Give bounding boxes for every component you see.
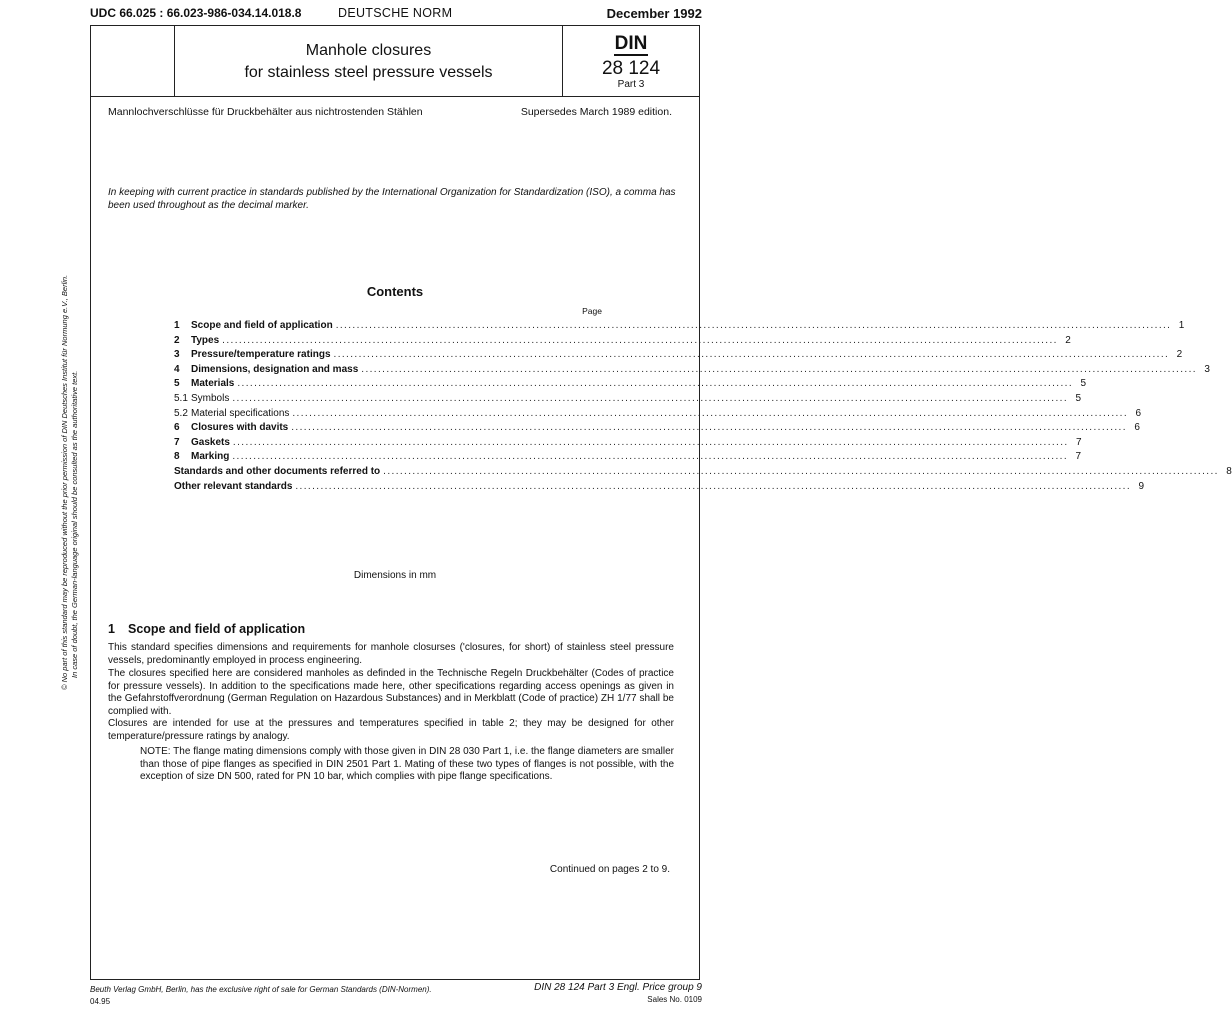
din-word: DIN <box>614 33 648 54</box>
toc-label: Gaskets <box>191 436 230 448</box>
toc-label: Other relevant standards <box>174 480 293 492</box>
decimal-marker-note: In keeping with current practice in standards published by the International Organization for Standardization (ISO), a comma has been used throughout as the decimal marker. <box>108 187 676 211</box>
toc-leader-dots: ........................................................................................................................................................................................................ <box>361 363 1197 375</box>
issue-date: December 1992 <box>606 6 702 21</box>
section-1-paragraph-2: The closures specified here are considered manholes as definded in the Technische Regeln Druckbehälter (Codes of practice for pressure vessels). In addition to the specifications made here, other specifications regarding access openings as given in the Gefahrstoffverordnung (German Regulation on Hazardous Substances) and in Merkblatt (Code of practice) ZH 1/77 shall be complied with. <box>108 668 674 718</box>
toc-label: Standards and other documents referred to <box>174 465 381 477</box>
german-title: Mannlochverschlüsse für Druckbehälter aus nichtrostenden Stählen <box>108 106 423 118</box>
copyright-line-1: © No part of this standard may be reproduced without the prior permission of DIN Deutsches Institut für Normung e.V., Berlin. <box>60 274 69 690</box>
toc-entry <box>174 436 1082 452</box>
toc-entry <box>174 363 1210 379</box>
toc-entry <box>174 451 1082 466</box>
toc-entry <box>174 407 1142 423</box>
toc-label: Symbols <box>191 392 230 404</box>
toc-leader-dots: ........................................................................................................................................................................................................ <box>333 349 1170 361</box>
title-divider-left <box>174 25 175 97</box>
sales-number: Sales No. 0109 <box>647 995 702 1004</box>
toc-page-number: 3 <box>1204 363 1210 375</box>
toc-page-number: 9 <box>1138 480 1145 492</box>
toc-entry <box>174 320 1185 335</box>
toc-leader-dots: ........................................................................................................................................................................................................ <box>292 407 1129 419</box>
continued-note: Continued on pages 2 to 9. <box>549 864 670 875</box>
toc-number: 2 <box>174 334 180 346</box>
toc-entry <box>174 378 1087 393</box>
toc-number: 5 <box>174 378 180 390</box>
toc-number: 7 <box>174 436 180 448</box>
toc-page-number: 5 <box>1080 378 1087 390</box>
publisher-note: Beuth Verlag GmbH, Berlin, has the exclusive right of sale for German Standards (DIN-Normen). <box>90 985 432 994</box>
toc-page-number: 1 <box>1178 320 1185 331</box>
table-of-contents <box>174 320 1232 495</box>
title-line-2: for stainless steel pressure vessels <box>244 64 493 81</box>
udc-code: UDC 66.025 : 66.023-986-034.14.018.8 <box>90 6 302 20</box>
toc-number: 8 <box>174 451 180 463</box>
toc-page-number: 6 <box>1135 407 1142 419</box>
section-1-heading <box>108 622 305 636</box>
norm-label: DEUTSCHE NORM <box>338 6 453 20</box>
document-title <box>176 40 561 84</box>
toc-leader-dots: ........................................................................................................................................................................................................ <box>335 320 1172 331</box>
toc-number: 5.1 <box>174 392 188 404</box>
toc-label: Pressure/temperature ratings <box>191 349 331 361</box>
toc-number: 1 <box>174 320 180 331</box>
toc-label: Dimensions, designation and mass <box>191 363 359 375</box>
section-1-note: NOTE: The flange mating dimensions comply with those given in DIN 28 030 Part 1, i.e. the flange diameters are smaller than those of pipe flanges as specified in DIN 2501 Part 1. Mating of these two types of flanges is not possible, with the exception of size DN 500, rated for PN 10 bar, which complies with pipe flange specifications. <box>140 746 674 783</box>
section-1-number: 1 <box>108 622 115 636</box>
copyright-sidebar <box>60 275 80 690</box>
date-code: 04.95 <box>90 997 111 1006</box>
toc-leader-dots: ........................................................................................................................................................................................................ <box>232 451 1069 463</box>
toc-entry <box>174 349 1183 364</box>
toc-label: Material specifications <box>191 407 290 419</box>
toc-page-number: 2 <box>1065 334 1071 346</box>
toc-leader-dots: ........................................................................................................................................................................................................ <box>222 334 1058 346</box>
toc-page-number: 5 <box>1075 392 1082 404</box>
toc-number: 4 <box>174 363 180 375</box>
toc-leader-dots: ........................................................................................................................................................................................................ <box>295 480 1132 492</box>
toc-label: Closures with davits <box>191 422 289 434</box>
contents-title: Contents <box>366 284 424 299</box>
toc-leader-dots: ........................................................................................................................................................................................................ <box>237 378 1074 390</box>
section-1-paragraph-3: Closures are intended for use at the pressures and temperatures specified in table 2; they may be designed for other temperature/pressure ratings by analogy. <box>108 718 674 742</box>
toc-number: 5.2 <box>174 407 188 419</box>
toc-label: Types <box>191 334 220 346</box>
din-logo <box>564 33 698 55</box>
toc-label: Materials <box>191 378 235 390</box>
toc-page-number: 6 <box>1134 422 1140 434</box>
toc-leader-dots: ........................................................................................................................................................................................................ <box>291 422 1127 434</box>
toc-page-number: 7 <box>1076 436 1082 448</box>
toc-entry <box>174 465 1232 481</box>
toc-entry <box>174 480 1145 496</box>
contents-page-label: Page <box>582 306 602 316</box>
toc-page-number: 8 <box>1226 465 1232 477</box>
toc-number: 3 <box>174 349 180 361</box>
title-line-1: Manhole closures <box>305 42 432 59</box>
toc-page-number: 2 <box>1176 349 1183 361</box>
toc-entry <box>174 334 1071 350</box>
toc-label: Marking <box>191 451 230 463</box>
copyright-line-2: In case of doubt, the German-language original should be consulted as the authoritative text. <box>70 370 79 678</box>
toc-leader-dots: ........................................................................................................................................................................................................ <box>383 465 1219 477</box>
footer-reference: DIN 28 124 Part 3 Engl. Price group 9 <box>534 982 702 993</box>
toc-leader-dots: ........................................................................................................................................................................................................ <box>232 436 1069 448</box>
standard-number: 28 124 <box>601 58 661 79</box>
toc-label: Scope and field of application <box>191 320 333 331</box>
toc-entry <box>174 392 1082 408</box>
toc-page-number: 7 <box>1075 451 1082 463</box>
supersedes-note: Supersedes March 1989 edition. <box>520 106 672 118</box>
dimensions-note: Dimensions in mm <box>353 570 437 581</box>
page-frame <box>90 25 700 980</box>
toc-entry <box>174 422 1140 437</box>
toc-number: 6 <box>174 422 180 434</box>
title-divider-right <box>562 25 563 97</box>
section-1-paragraph-1: This standard specifies dimensions and requirements for manhole closurses ('closures, for short) of stainless steel pressure vessels, predominantly employed in process engineering. <box>108 642 674 666</box>
section-1-title: Scope and field of application <box>128 622 306 636</box>
toc-leader-dots: ........................................................................................................................................................................................................ <box>232 392 1069 404</box>
standard-part: Part 3 <box>617 79 645 90</box>
